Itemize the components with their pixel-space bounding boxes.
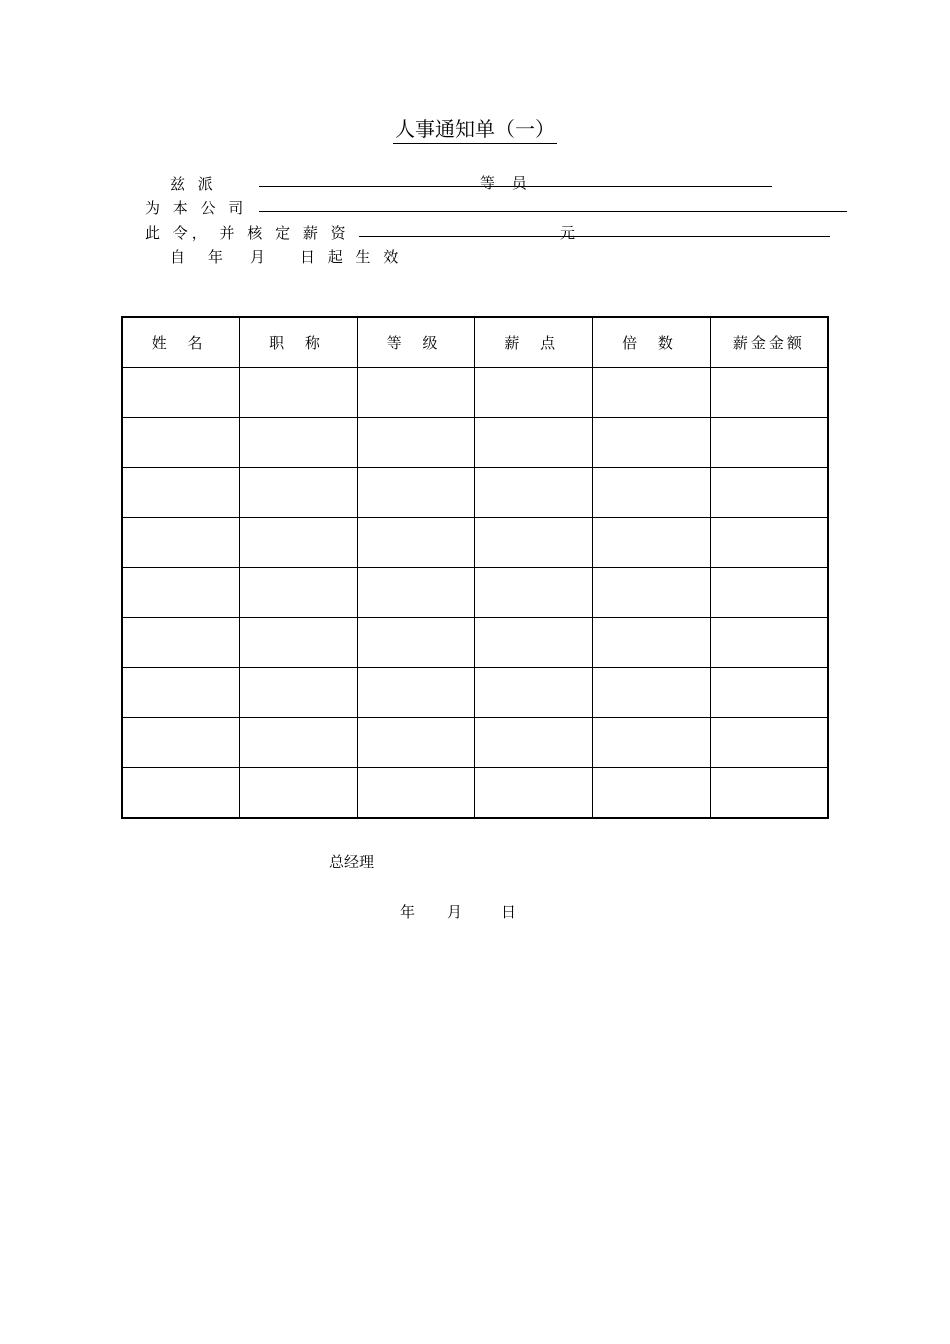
header-salary-amount: 薪金金额 (710, 317, 828, 368)
table-row (122, 618, 828, 668)
line3-mid: 元 (560, 224, 582, 242)
table-row (122, 368, 828, 418)
table-cell[interactable] (122, 518, 240, 568)
line1-prefix: 兹 派 (170, 175, 217, 193)
salary-table (121, 316, 829, 819)
table-cell[interactable] (475, 568, 593, 618)
document-title (0, 116, 950, 144)
table-cell[interactable] (357, 618, 475, 668)
table-row (122, 418, 828, 468)
table-header-row (122, 317, 828, 368)
sign-day: 日 (501, 903, 517, 921)
table-cell[interactable] (475, 468, 593, 518)
table-cell[interactable] (593, 368, 711, 418)
table-cell[interactable] (475, 418, 593, 468)
table-cell[interactable] (240, 668, 358, 718)
table-cell[interactable] (122, 568, 240, 618)
general-manager-label: 总经理 (329, 853, 375, 871)
table-cell[interactable] (593, 718, 711, 768)
table-cell[interactable] (122, 418, 240, 468)
table-cell[interactable] (240, 418, 358, 468)
table-row (122, 768, 828, 819)
sign-year: 年 (400, 903, 416, 921)
table-cell[interactable] (122, 468, 240, 518)
header-grade: 等 级 (357, 317, 475, 368)
table-cell[interactable] (710, 568, 828, 618)
table-cell[interactable] (593, 618, 711, 668)
header-multiplier: 倍 数 (593, 317, 711, 368)
line2-prefix: 为 本 公 司 (145, 199, 248, 217)
table-cell[interactable] (710, 768, 828, 819)
table-row (122, 518, 828, 568)
table-cell[interactable] (240, 718, 358, 768)
table-cell[interactable] (475, 668, 593, 718)
header-name: 姓 名 (122, 317, 240, 368)
table-cell[interactable] (122, 368, 240, 418)
title-text: 人事通知单（一） (393, 116, 557, 144)
line1-mid: 等 员 (480, 174, 533, 192)
table-cell[interactable] (122, 768, 240, 819)
sign-month: 月 (447, 903, 463, 921)
table-cell[interactable] (122, 618, 240, 668)
table-row (122, 568, 828, 618)
table-row (122, 468, 828, 518)
table-cell[interactable] (475, 768, 593, 819)
table-cell[interactable] (240, 518, 358, 568)
table-cell[interactable] (710, 368, 828, 418)
table-cell[interactable] (240, 368, 358, 418)
line3-prefix: 此 令， 并 核 定 薪 资 (145, 224, 350, 242)
table-cell[interactable] (710, 418, 828, 468)
table-cell[interactable] (357, 668, 475, 718)
table-row (122, 718, 828, 768)
table-cell[interactable] (710, 718, 828, 768)
table-cell[interactable] (475, 368, 593, 418)
header-points: 薪 点 (475, 317, 593, 368)
table-cell[interactable] (240, 768, 358, 819)
table-cell[interactable] (710, 668, 828, 718)
table-cell[interactable] (475, 518, 593, 568)
table-cell[interactable] (240, 568, 358, 618)
table-cell[interactable] (710, 618, 828, 668)
line4-year: 年 (208, 248, 228, 266)
table-cell[interactable] (357, 368, 475, 418)
table-cell[interactable] (357, 518, 475, 568)
table-cell[interactable] (710, 518, 828, 568)
table-row (122, 668, 828, 718)
line4-month: 月 (250, 248, 270, 266)
table-cell[interactable] (122, 718, 240, 768)
table-cell[interactable] (357, 418, 475, 468)
table-cell[interactable] (122, 668, 240, 718)
header-title: 职 称 (240, 317, 358, 368)
table-cell[interactable] (593, 668, 711, 718)
line4-tail: 日 起 生 效 (300, 248, 403, 266)
table-cell[interactable] (240, 468, 358, 518)
table-cell[interactable] (357, 568, 475, 618)
line4-from: 自 (170, 248, 190, 266)
table-cell[interactable] (240, 618, 358, 668)
table-cell[interactable] (357, 768, 475, 819)
table-cell[interactable] (710, 468, 828, 518)
table-cell[interactable] (357, 468, 475, 518)
table-cell[interactable] (593, 418, 711, 468)
line2-blank[interactable] (259, 211, 847, 212)
table-cell[interactable] (475, 718, 593, 768)
table-cell[interactable] (593, 468, 711, 518)
table-cell[interactable] (593, 518, 711, 568)
table-cell[interactable] (357, 718, 475, 768)
table-cell[interactable] (593, 568, 711, 618)
table-cell[interactable] (475, 618, 593, 668)
line3-blank[interactable] (359, 236, 830, 237)
table-body (122, 368, 828, 819)
table-cell[interactable] (593, 768, 711, 819)
